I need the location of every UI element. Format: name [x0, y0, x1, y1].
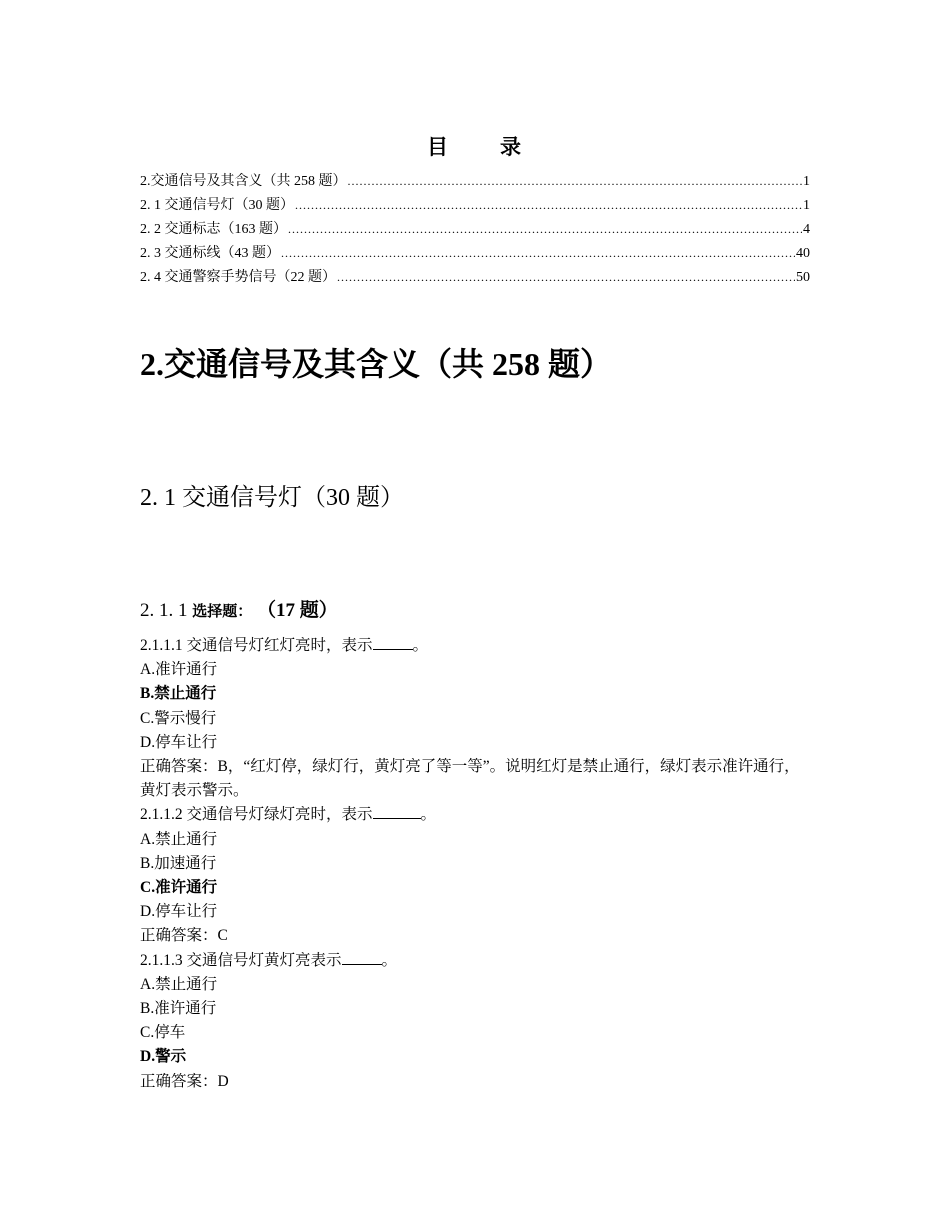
toc-entry[interactable]: [140, 169, 810, 193]
question-stem-end: 。: [420, 806, 437, 824]
toc-leader-dots: [295, 193, 802, 217]
toc-leader-dots: [348, 169, 803, 193]
question-stem-end: 。: [412, 637, 429, 654]
toc-title-right: 录: [500, 135, 523, 159]
table-of-contents: [140, 169, 810, 289]
question-answer: 正确答案：C: [140, 927, 228, 945]
toc-entry-page: 4: [803, 222, 810, 237]
question-option: C.警示慢行: [140, 709, 217, 727]
question-option-correct: C.准许通行: [140, 879, 218, 897]
question-option: C.停车: [140, 1024, 186, 1042]
question-stem-text: 2.1.1.3 交通信号灯黄灯亮表示: [140, 951, 342, 969]
section-heading: 2. 1 交通信号灯（30 题）: [140, 485, 404, 511]
chapter-heading: 2.交通信号及其含义（共 258 题）: [140, 346, 613, 382]
toc-entry-text: 2. 2 交通标志（163 题）: [140, 222, 287, 237]
toc-entry-text: 2.交通信号及其含义（共 258 题）: [140, 174, 347, 189]
toc-entry-text: 2. 1 交通信号灯（30 题）: [140, 198, 294, 213]
answer-blank: [342, 949, 382, 965]
question-answer: 正确答案：D: [140, 1072, 229, 1090]
toc-entry[interactable]: [140, 193, 810, 217]
toc-entry[interactable]: [140, 265, 810, 289]
question-option: B.加速通行: [140, 854, 217, 872]
toc-entry-page: 40: [796, 246, 810, 261]
question-option: A.准许通行: [140, 661, 218, 679]
question-list: [140, 634, 810, 1094]
question-stem-text: 2.1.1.2 交通信号灯绿灯亮时，表示: [140, 806, 373, 824]
subsection-heading: [140, 597, 338, 626]
question-stem: [140, 803, 810, 827]
question-option: B.准许通行: [140, 1000, 217, 1018]
toc-entry-page: 50: [796, 270, 810, 285]
toc-entry-page: 1: [803, 198, 810, 213]
toc-entry[interactable]: [140, 217, 810, 241]
question-stem: [140, 634, 810, 658]
question-stem: [140, 949, 810, 973]
subsection-number: 2. 1. 1: [140, 600, 188, 621]
question-option: D.停车让行: [140, 903, 218, 921]
question-answer: 正确答案：B，“红灯停，绿灯行，黄灯亮了等一等”。说明红灯是禁止通行，绿灯表示准许通行，黄灯表示警示。: [140, 758, 800, 800]
toc-leader-dots: [337, 265, 795, 289]
question-stem-text: 2.1.1.1 交通信号灯红灯亮时，表示: [140, 637, 373, 654]
question-option-correct: D.警示: [140, 1048, 187, 1066]
question-option: D.停车让行: [140, 733, 218, 751]
question-option-correct: B.禁止通行: [140, 685, 217, 703]
toc-title-left: 目: [427, 135, 450, 159]
toc-title: [140, 131, 810, 161]
answer-blank: [373, 803, 421, 819]
toc-leader-dots: [281, 241, 795, 265]
subsection-count: （17 题）: [257, 600, 338, 621]
subsection-label: 选择题：: [192, 604, 253, 620]
question-option: A.禁止通行: [140, 830, 218, 848]
toc-entry-text: 2. 4 交通警察手势信号（22 题）: [140, 270, 336, 285]
question-stem-end: 。: [381, 951, 398, 969]
toc-entry-text: 2. 3 交通标线（43 题）: [140, 246, 280, 261]
toc-entry-page: 1: [803, 174, 810, 189]
question-option: A.禁止通行: [140, 975, 218, 993]
toc-leader-dots: [288, 217, 802, 241]
answer-blank: [373, 634, 413, 650]
toc-entry[interactable]: [140, 241, 810, 265]
